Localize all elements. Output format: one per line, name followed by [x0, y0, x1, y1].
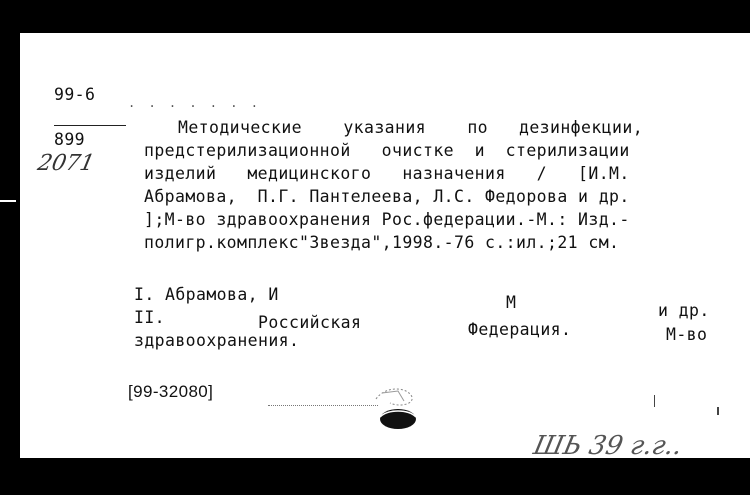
- margin-tick: [654, 395, 655, 407]
- handwritten-note: ШЬ 39 г.г..: [530, 431, 686, 461]
- description-line-2: предстерилизационной очистке и стерилизации: [144, 141, 630, 160]
- catalog-card: [20, 33, 750, 461]
- tracing-2-fed: Федерация.: [468, 320, 572, 339]
- tracing-2-word: Российская: [258, 313, 362, 332]
- description-line-3: изделий медицинского назначения / [И.М.: [144, 164, 630, 183]
- description-line-1: Методические указания по дезинфекции,: [178, 118, 644, 137]
- edge-mark: [0, 200, 16, 202]
- tracing-1-prefix: I. Абрамова, И: [134, 285, 279, 304]
- description-line-4: Абрамова, П.Г. Пантелеева, Л.С. Федорова и др.: [144, 187, 630, 206]
- tracing-1-mid: М: [506, 293, 517, 312]
- dotted-trail: [268, 405, 378, 406]
- description-line-5: ];М-во здравоохранения Рос.федерации.-М.: Изд.-: [144, 210, 630, 229]
- dotted-line: . . . . . . .: [128, 96, 261, 110]
- description-line-6: полигр.комплекс"Звезда",1998.-76 с.:ил.;21 см.: [144, 233, 620, 252]
- tracing-2-cont: здравоохранения.: [134, 331, 300, 350]
- handwritten-number: 2071: [35, 151, 97, 176]
- tracing-2-prefix: II.: [134, 308, 166, 327]
- ink-stamp-mark: [368, 381, 428, 437]
- tracing-2-suffix: М-во: [666, 325, 708, 344]
- inventory-number: [99-32080]: [128, 382, 214, 401]
- class-number: 899: [54, 130, 86, 149]
- shelf-mark: 99-6: [54, 85, 96, 104]
- margin-tick: [717, 407, 719, 415]
- shelf-mark-rule: [54, 125, 126, 126]
- tracing-1-suffix: и др.: [658, 301, 710, 320]
